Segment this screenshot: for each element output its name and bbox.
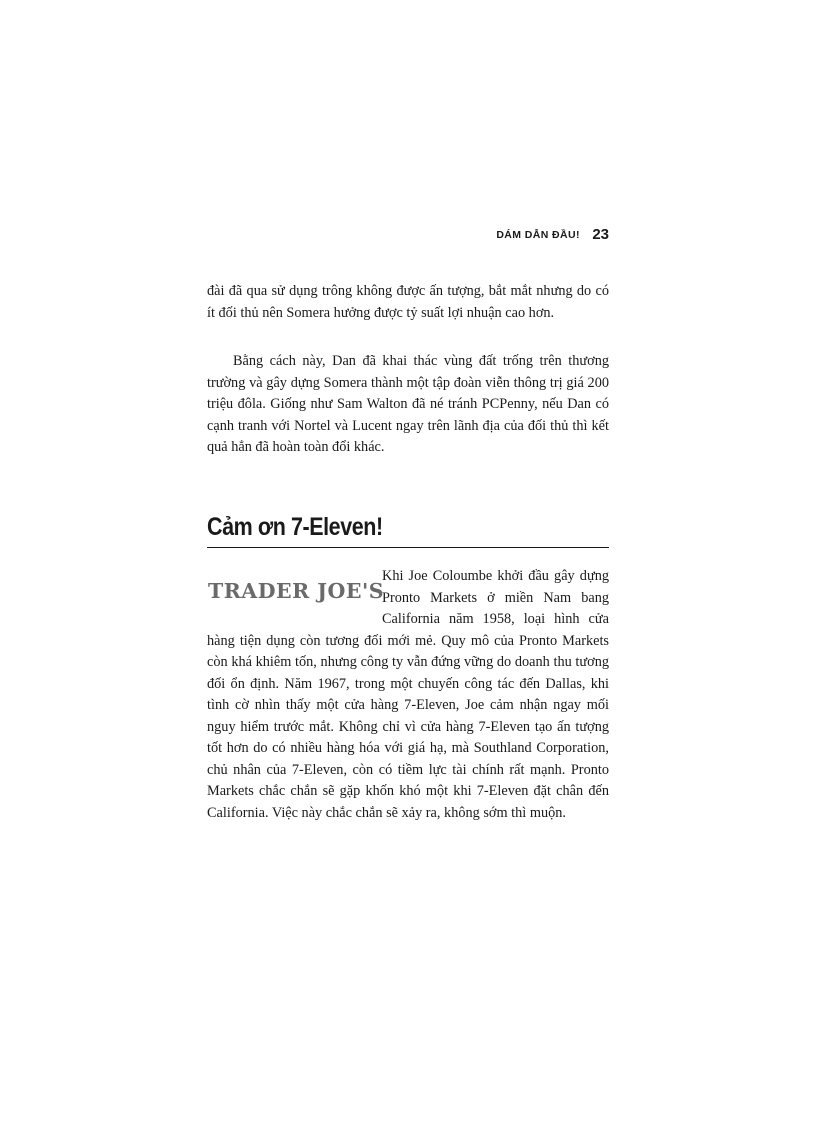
paragraph-1: đài đã qua sử dụng trông không được ấn tượng, bắt mắt nhưng do có ít đối thủ nên Somera hưởng được tỷ suất lợi nhuận cao hơn. xyxy=(207,283,609,321)
logo-float-space xyxy=(207,566,385,630)
section-heading: Cảm ơn 7-Eleven! xyxy=(207,513,383,541)
paragraph-3: Khi Joe Coloumbe khởi đầu gây dựng Pronto Markets ở miền Nam bang California năm 1958, loại hình cửa hàng tiện dụng còn tương đối mới mẻ. Quy mô của Pronto Markets còn khá khiêm tốn, nhưng công ty vẫn đứng vững do doanh thu tương đối ổn định. Năm 1967, trong một chuyến công tác đến Dallas, khi tình cờ nhìn thấy một cửa hàng 7-Eleven, Joe cảm nhận ngay mối nguy hiểm trước mắt. Không chỉ vì cửa hàng 7-Eleven tạo ấn tượng tốt hơn do có nhiều hàng hóa với giá hạ, mà Southland Corporation, chủ nhân của 7-Eleven, còn có tiềm lực tài chính rất mạnh. Pronto Markets chắc chắn sẽ gặp khốn khó một khi 7-Eleven đặt chân đến California. Việc này chắc chắn sẽ xảy ra, không sớm thì muộn. xyxy=(207,568,609,821)
paragraph-3-container xyxy=(207,566,609,824)
page-number: 23 xyxy=(592,226,609,244)
paragraph-2: Bằng cách này, Dan đã khai thác vùng đất trống trên thương trường và gây dựng Somera thành một tập đoàn viễn thông trị giá 200 triệu đôla. Giống như Sam Walton đã né tránh PCPenny, nếu Dan có cạnh tranh với Nortel và Lucent ngay trên lãnh địa của đối thủ thì kết quả hẳn đã hoàn toàn đổi khác. xyxy=(207,353,609,455)
running-title: DÁM DẪN ĐẦU! xyxy=(496,228,580,241)
logo-text: TRADER JOE'S xyxy=(208,579,385,603)
heading-rule xyxy=(207,547,609,548)
running-header xyxy=(200,226,609,244)
